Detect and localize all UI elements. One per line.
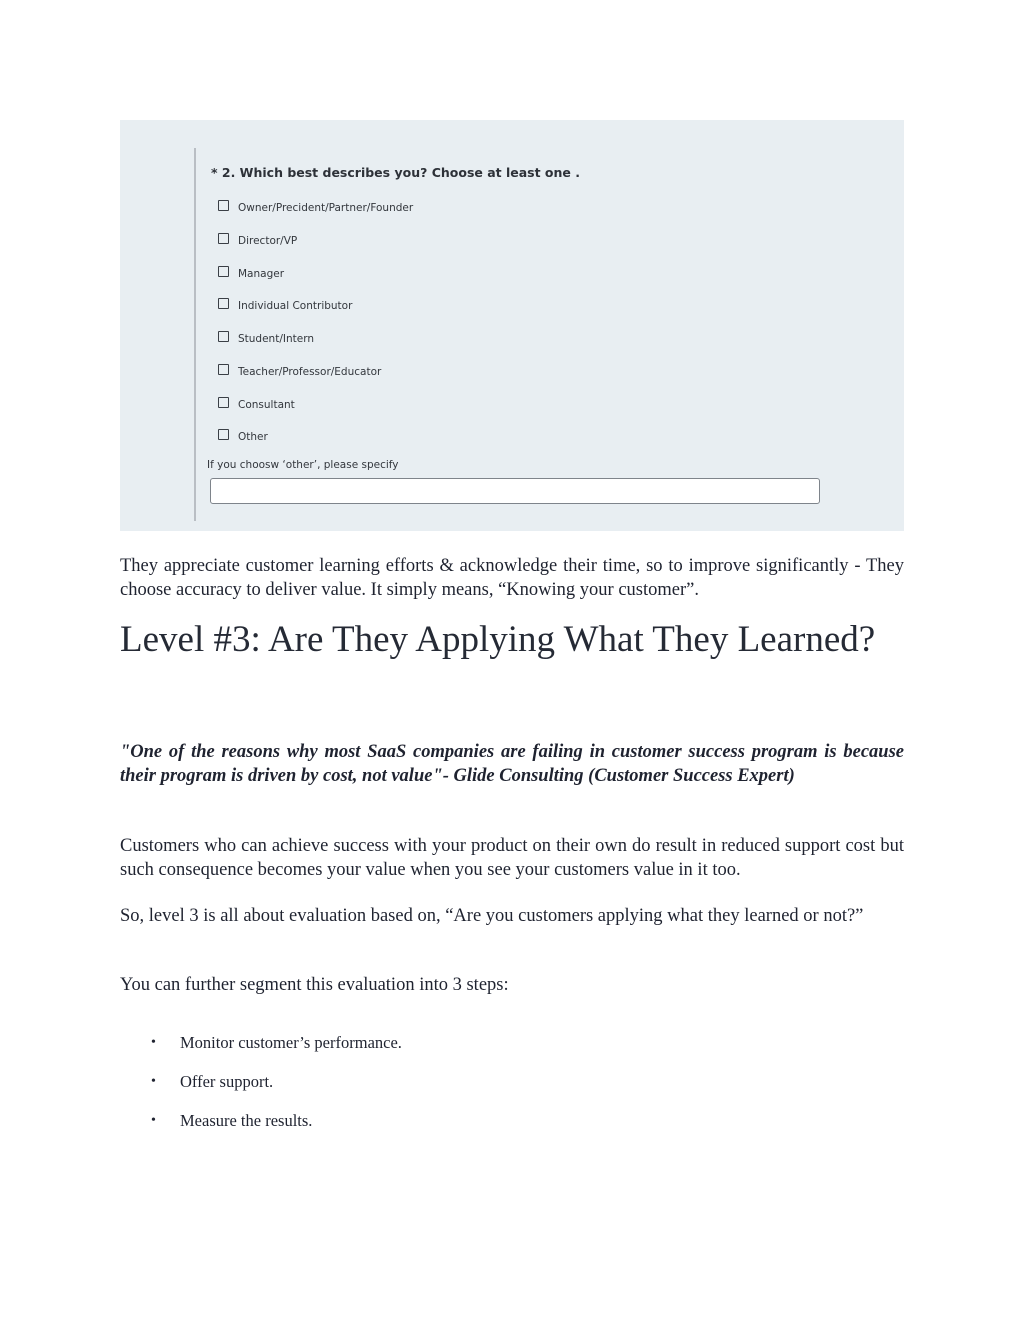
step-text: Monitor customer’s performance. — [180, 1033, 402, 1052]
option-label: Manager — [238, 268, 285, 280]
checkbox-icon[interactable] — [218, 364, 229, 375]
body-paragraph-3: You can further segment this evaluation into 3 steps: — [120, 975, 509, 995]
bullet-icon: • — [151, 1035, 156, 1050]
option-consultant[interactable] — [218, 397, 295, 413]
bullet-icon: • — [151, 1113, 156, 1128]
survey-left-rule — [194, 148, 196, 521]
option-label: Individual Contributor — [238, 300, 353, 312]
body-paragraph-1: Customers who can achieve success with your product on their own do result in reduced support cost but such consequence becomes your value when you see your customers value in it too. — [120, 836, 904, 880]
option-individual-contributor[interactable] — [218, 298, 352, 314]
checkbox-icon[interactable] — [218, 266, 229, 277]
option-manager[interactable] — [218, 266, 284, 282]
steps-list — [120, 1031, 720, 1148]
option-label: Other — [238, 431, 268, 443]
survey-screenshot — [120, 120, 904, 531]
option-other[interactable] — [218, 429, 268, 445]
option-label: Consultant — [238, 399, 295, 411]
checkbox-icon[interactable] — [218, 200, 229, 211]
bullet-icon: • — [151, 1074, 156, 1089]
section-heading: Level #3: Are They Applying What They Learned? — [120, 619, 876, 660]
option-owner[interactable] — [218, 200, 413, 216]
other-specify-input[interactable] — [210, 478, 820, 504]
option-label: Owner/Precident/Partner/Founder — [238, 202, 414, 214]
checkbox-icon[interactable] — [218, 397, 229, 408]
intro-paragraph: They appreciate customer learning efforts & acknowledge their time, so to improve significantly - They choose accuracy to deliver value. It simply means, “Knowing your customer”. — [120, 556, 904, 600]
option-label: Student/Intern — [238, 333, 314, 345]
checkbox-icon[interactable] — [218, 331, 229, 342]
option-student[interactable] — [218, 331, 314, 347]
checkbox-icon[interactable] — [218, 298, 229, 309]
option-teacher[interactable] — [218, 364, 381, 380]
option-label: Director/VP — [238, 235, 298, 247]
option-director[interactable] — [218, 233, 297, 249]
list-item — [120, 1109, 720, 1148]
list-item — [120, 1070, 720, 1109]
checkbox-icon[interactable] — [218, 429, 229, 440]
checkbox-icon[interactable] — [218, 233, 229, 244]
step-text: Offer support. — [180, 1072, 274, 1091]
survey-question: * 2. Which best describes you? Choose at least one . — [211, 165, 581, 180]
other-specify-label: If you choosw ‘other’, please specify — [207, 459, 399, 471]
body-paragraph-2: So, level 3 is all about evaluation based on, “Are you customers applying what they learned or not?” — [120, 906, 864, 926]
expert-quote: "One of the reasons why most SaaS companies are failing in customer success program is because their program is driven by cost, not value"- Glide Consulting (Customer Success Expert) — [120, 742, 904, 786]
list-item — [120, 1031, 720, 1070]
step-text: Measure the results. — [180, 1111, 313, 1130]
option-label: Teacher/Professor/Educator — [238, 366, 382, 378]
